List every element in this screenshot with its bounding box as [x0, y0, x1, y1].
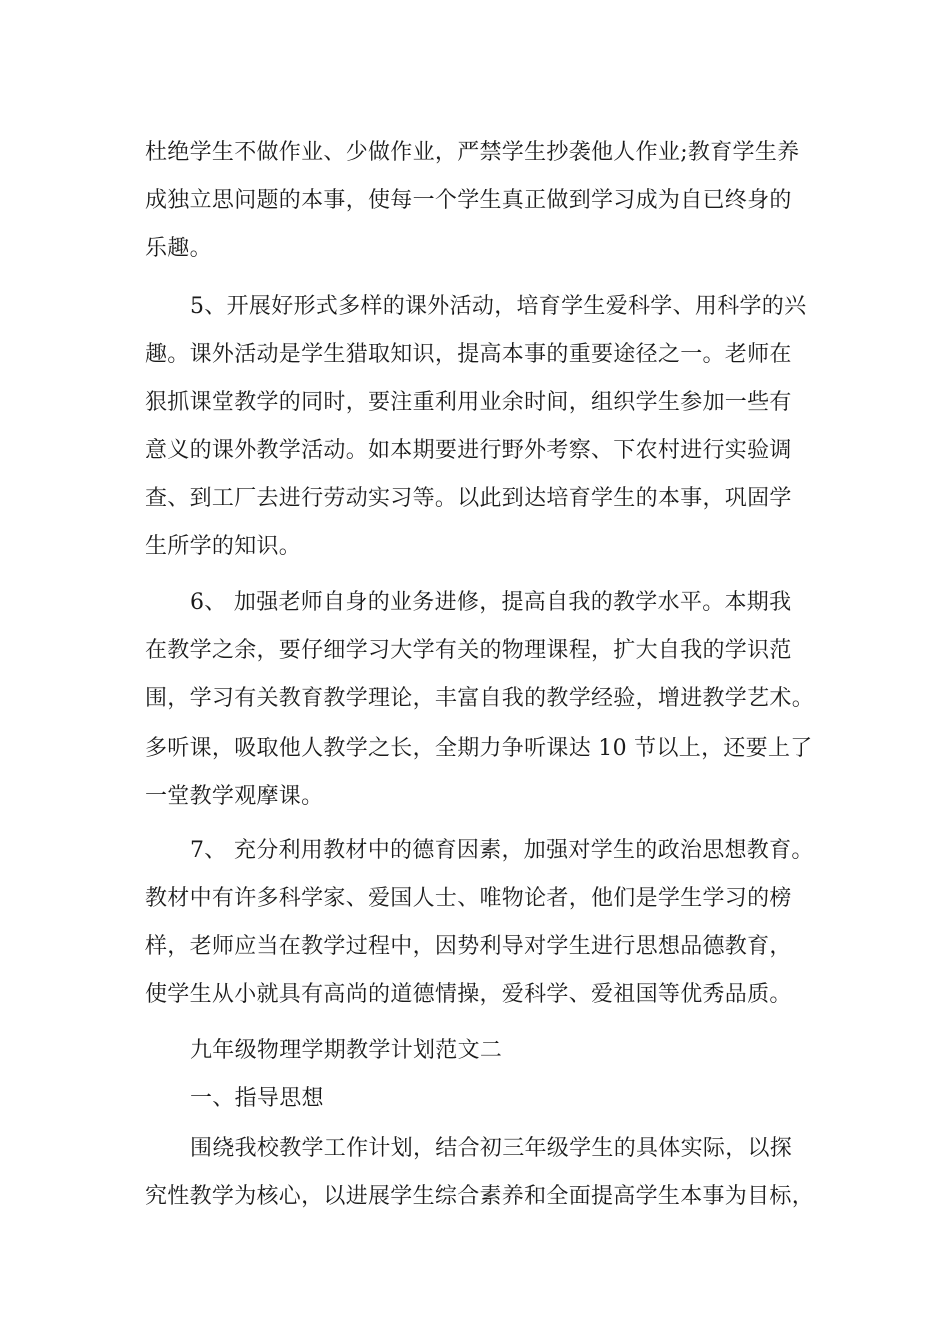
- text-line: 乐趣。: [145, 236, 212, 261]
- text-line: 一堂教学观摩课。: [145, 784, 324, 809]
- text-line: 样，老师应当在教学过程中，因势利导对学生进行思想品德教育，: [145, 934, 792, 959]
- text-line: 5、开展好形式多样的课外活动，培育学生爱科学、用科学的兴: [190, 294, 807, 319]
- text-line: 多听课，吸取他人教学之长，全期力争听课达 10 节以上，还要上了: [145, 736, 813, 761]
- section-title: 九年级物理学期教学计划范文二: [190, 1038, 503, 1063]
- text-line: 究性教学为核心，以进展学生综合素养和全面提高学生本事为目标，: [145, 1184, 815, 1209]
- text-line: 狠抓课堂教学的同时，要注重利用业余时间，组织学生参加一些有: [145, 390, 792, 415]
- text-line: 围绕我校教学工作计划，结合初三年级学生的具体实际，以探: [190, 1136, 793, 1161]
- text-line: 意义的课外教学活动。如本期要进行野外考察、下农村进行实验调: [145, 438, 792, 463]
- section-heading: 一、指导思想: [190, 1086, 324, 1111]
- text-line: 教材中有许多科学家、爱国人士、唯物论者，他们是学生学习的榜: [145, 886, 792, 911]
- text-line: 成独立思问题的本事，使每一个学生真正做到学习成为自已终身的: [145, 188, 792, 213]
- text-line: 在教学之余，要仔细学习大学有关的物理课程，扩大自我的学识范: [145, 638, 792, 663]
- text-line: 使学生从小就具有高尚的道德情操，爱科学、爱祖国等优秀品质。: [145, 982, 792, 1007]
- text-line: 7、 充分利用教材中的德育因素，加强对学生的政治思想教育。: [190, 838, 814, 863]
- text-line: 围，学习有关教育教学理论，丰富自我的教学经验，增进教学艺术。: [145, 686, 815, 711]
- text-line: 杜绝学生不做作业、少做作业，严禁学生抄袭他人作业;教育学生养: [145, 140, 800, 165]
- text-line: 6、 加强老师自身的业务进修，提高自我的教学水平。本期我: [190, 590, 792, 615]
- text-line: 趣。课外活动是学生猎取知识，提高本事的重要途径之一。老师在: [145, 342, 792, 367]
- text-line: 生所学的知识。: [145, 534, 302, 559]
- text-line: 查、到工厂去进行劳动实习等。以此到达培育学生的本事，巩固学: [145, 486, 792, 511]
